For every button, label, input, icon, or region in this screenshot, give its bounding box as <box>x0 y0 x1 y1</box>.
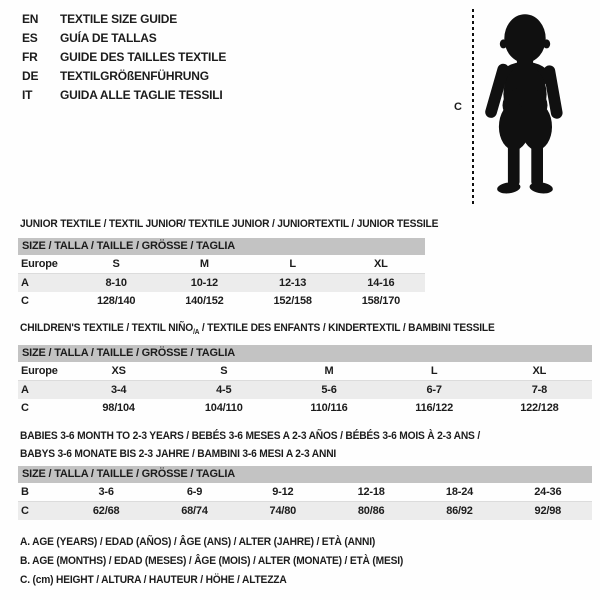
height-cell: 62/68 <box>92 505 120 517</box>
children-title-text: CHILDREN'S TEXTILE / TEXTIL NIÑO <box>20 322 194 334</box>
size-cell: S <box>72 255 160 274</box>
babies-size-table <box>18 466 592 520</box>
table-row-age <box>18 274 425 293</box>
age-cell: 8-10 <box>105 277 127 289</box>
legend-line-b: B. AGE (MONTHS) / EDAD (MESES) / ÂGE (MOIS) / ALTER (MONATE) / ETÀ (MESI) <box>20 555 404 567</box>
size-header-bar: SIZE / TALLA / TAILLE / GRÖSSE / TAGLIA <box>18 466 592 483</box>
months-cell: 3-6 <box>62 483 150 502</box>
size-cell: M <box>276 362 381 381</box>
table-row-europe <box>18 362 592 381</box>
age-cell: 4-5 <box>216 384 232 396</box>
height-cell: 98/104 <box>102 402 135 414</box>
babies-section-title-line2: BABYS 3-6 MONATE BIS 2-3 JAHRE / BAMBINI 3-6 MESI A 2-3 ANNI <box>20 448 337 460</box>
size-cell: XL <box>337 255 425 274</box>
language-code: FR <box>22 50 38 64</box>
language-title: GUIDA ALLE TAGLIE TESSILI <box>60 88 223 102</box>
size-cell: L <box>249 255 337 274</box>
babies-table-grid <box>18 483 592 520</box>
age-cell: 14-16 <box>367 277 395 289</box>
legend-line-c: C. (cm) HEIGHT / ALTURA / HAUTEUR / HÖHE / ALTEZZA <box>20 574 287 586</box>
language-title: GUÍA DE TALLAS <box>60 31 157 45</box>
language-code: ES <box>22 31 38 45</box>
language-row-de <box>22 67 226 86</box>
months-cell: 24-36 <box>504 483 592 502</box>
junior-table-grid <box>18 255 425 310</box>
language-title: GUIDE DES TAILLES TEXTILE <box>60 50 227 64</box>
language-row-fr <box>22 48 226 67</box>
height-cell: 110/116 <box>310 402 348 414</box>
size-cell: L <box>382 362 487 381</box>
junior-size-table <box>18 238 425 310</box>
age-cell: 7-8 <box>531 384 548 396</box>
height-dotted-line <box>472 9 474 206</box>
months-cell: 18-24 <box>415 483 503 502</box>
children-title-subscript: /A <box>193 329 200 337</box>
age-cell: 5-6 <box>321 384 337 396</box>
table-row-height <box>18 399 592 417</box>
age-cell: 12-13 <box>279 277 307 289</box>
row-label-c: C <box>21 505 29 517</box>
table-row-height <box>18 292 425 310</box>
size-cell: XL <box>487 362 592 381</box>
table-row-age <box>18 381 592 400</box>
junior-section-title: JUNIOR TEXTILE / TEXTIL JUNIOR/ TEXTILE JUNIOR / JUNIORTEXTIL / JUNIOR TESSILE <box>20 218 439 230</box>
legend-block <box>20 533 432 590</box>
row-label-c: C <box>21 295 29 307</box>
height-cell: 122/128 <box>520 402 559 414</box>
babies-section-title-line1: BABIES 3-6 MONTH TO 2-3 YEARS / BEBÉS 3-6 MESES A 2-3 AÑOS / BÉBÉS 3-6 MOIS À 2-3 ANS / <box>20 430 481 442</box>
age-cell: 10-12 <box>190 277 218 289</box>
height-cell: 140/152 <box>185 295 224 307</box>
size-header-bar: SIZE / TALLA / TAILLE / GRÖSSE / TAGLIA <box>18 345 592 362</box>
row-label-europe: Europe <box>18 255 72 274</box>
children-section-title <box>20 319 495 342</box>
children-table-grid <box>18 362 592 417</box>
height-cell: 92/98 <box>534 505 562 517</box>
size-cell: XS <box>66 362 171 381</box>
language-title: TEXTILE SIZE GUIDE <box>60 12 178 26</box>
height-cell: 116/122 <box>415 402 454 414</box>
months-cell: 12-18 <box>327 483 415 502</box>
language-code: IT <box>22 88 33 102</box>
baby-silhouette-shape <box>484 14 564 194</box>
height-cell: 128/140 <box>96 295 136 307</box>
height-cell: 104/110 <box>204 402 243 414</box>
height-cell: 158/170 <box>361 295 401 307</box>
language-code: DE <box>22 69 39 83</box>
table-row-height <box>18 502 592 521</box>
row-label-a: A <box>21 384 29 396</box>
legend-line-a: A. AGE (YEARS) / EDAD (AÑOS) / ÂGE (ANS) / ALTER (JAHRE) / ETÀ (ANNI) <box>20 536 376 548</box>
language-title: TEXTILGRÖßENFÜHRUNG <box>60 69 209 83</box>
row-label-a: A <box>21 277 29 289</box>
language-row-es <box>22 29 226 48</box>
size-cell: M <box>160 255 248 274</box>
row-label-c: C <box>21 402 29 414</box>
language-code: EN <box>22 12 39 26</box>
age-cell: 3-4 <box>110 384 127 396</box>
baby-silhouette-icon <box>480 5 570 207</box>
size-header-bar: SIZE / TALLA / TAILLE / GRÖSSE / TAGLIA <box>18 238 425 255</box>
height-cell: 152/158 <box>273 295 312 307</box>
age-cell: 6-7 <box>426 384 442 396</box>
height-cell: 74/80 <box>269 505 297 517</box>
row-label-b: B <box>18 483 62 502</box>
children-size-table <box>18 345 592 417</box>
size-cell: S <box>171 362 276 381</box>
table-row-months <box>18 483 592 502</box>
height-cell: 80/86 <box>357 505 385 517</box>
months-cell: 9-12 <box>239 483 327 502</box>
language-title-list <box>22 10 226 105</box>
table-row-europe <box>18 255 425 274</box>
row-label-europe: Europe <box>18 362 66 381</box>
language-row-en <box>22 10 226 29</box>
height-cell: 86/92 <box>446 505 473 517</box>
height-cell: 68/74 <box>181 505 208 517</box>
months-cell: 6-9 <box>150 483 238 502</box>
language-row-it <box>22 86 226 105</box>
children-title-text-2: / TEXTILE DES ENFANTS / KINDERTEXTIL / BAMBINI TESSILE <box>199 322 495 334</box>
height-measure-label: C <box>454 101 462 113</box>
